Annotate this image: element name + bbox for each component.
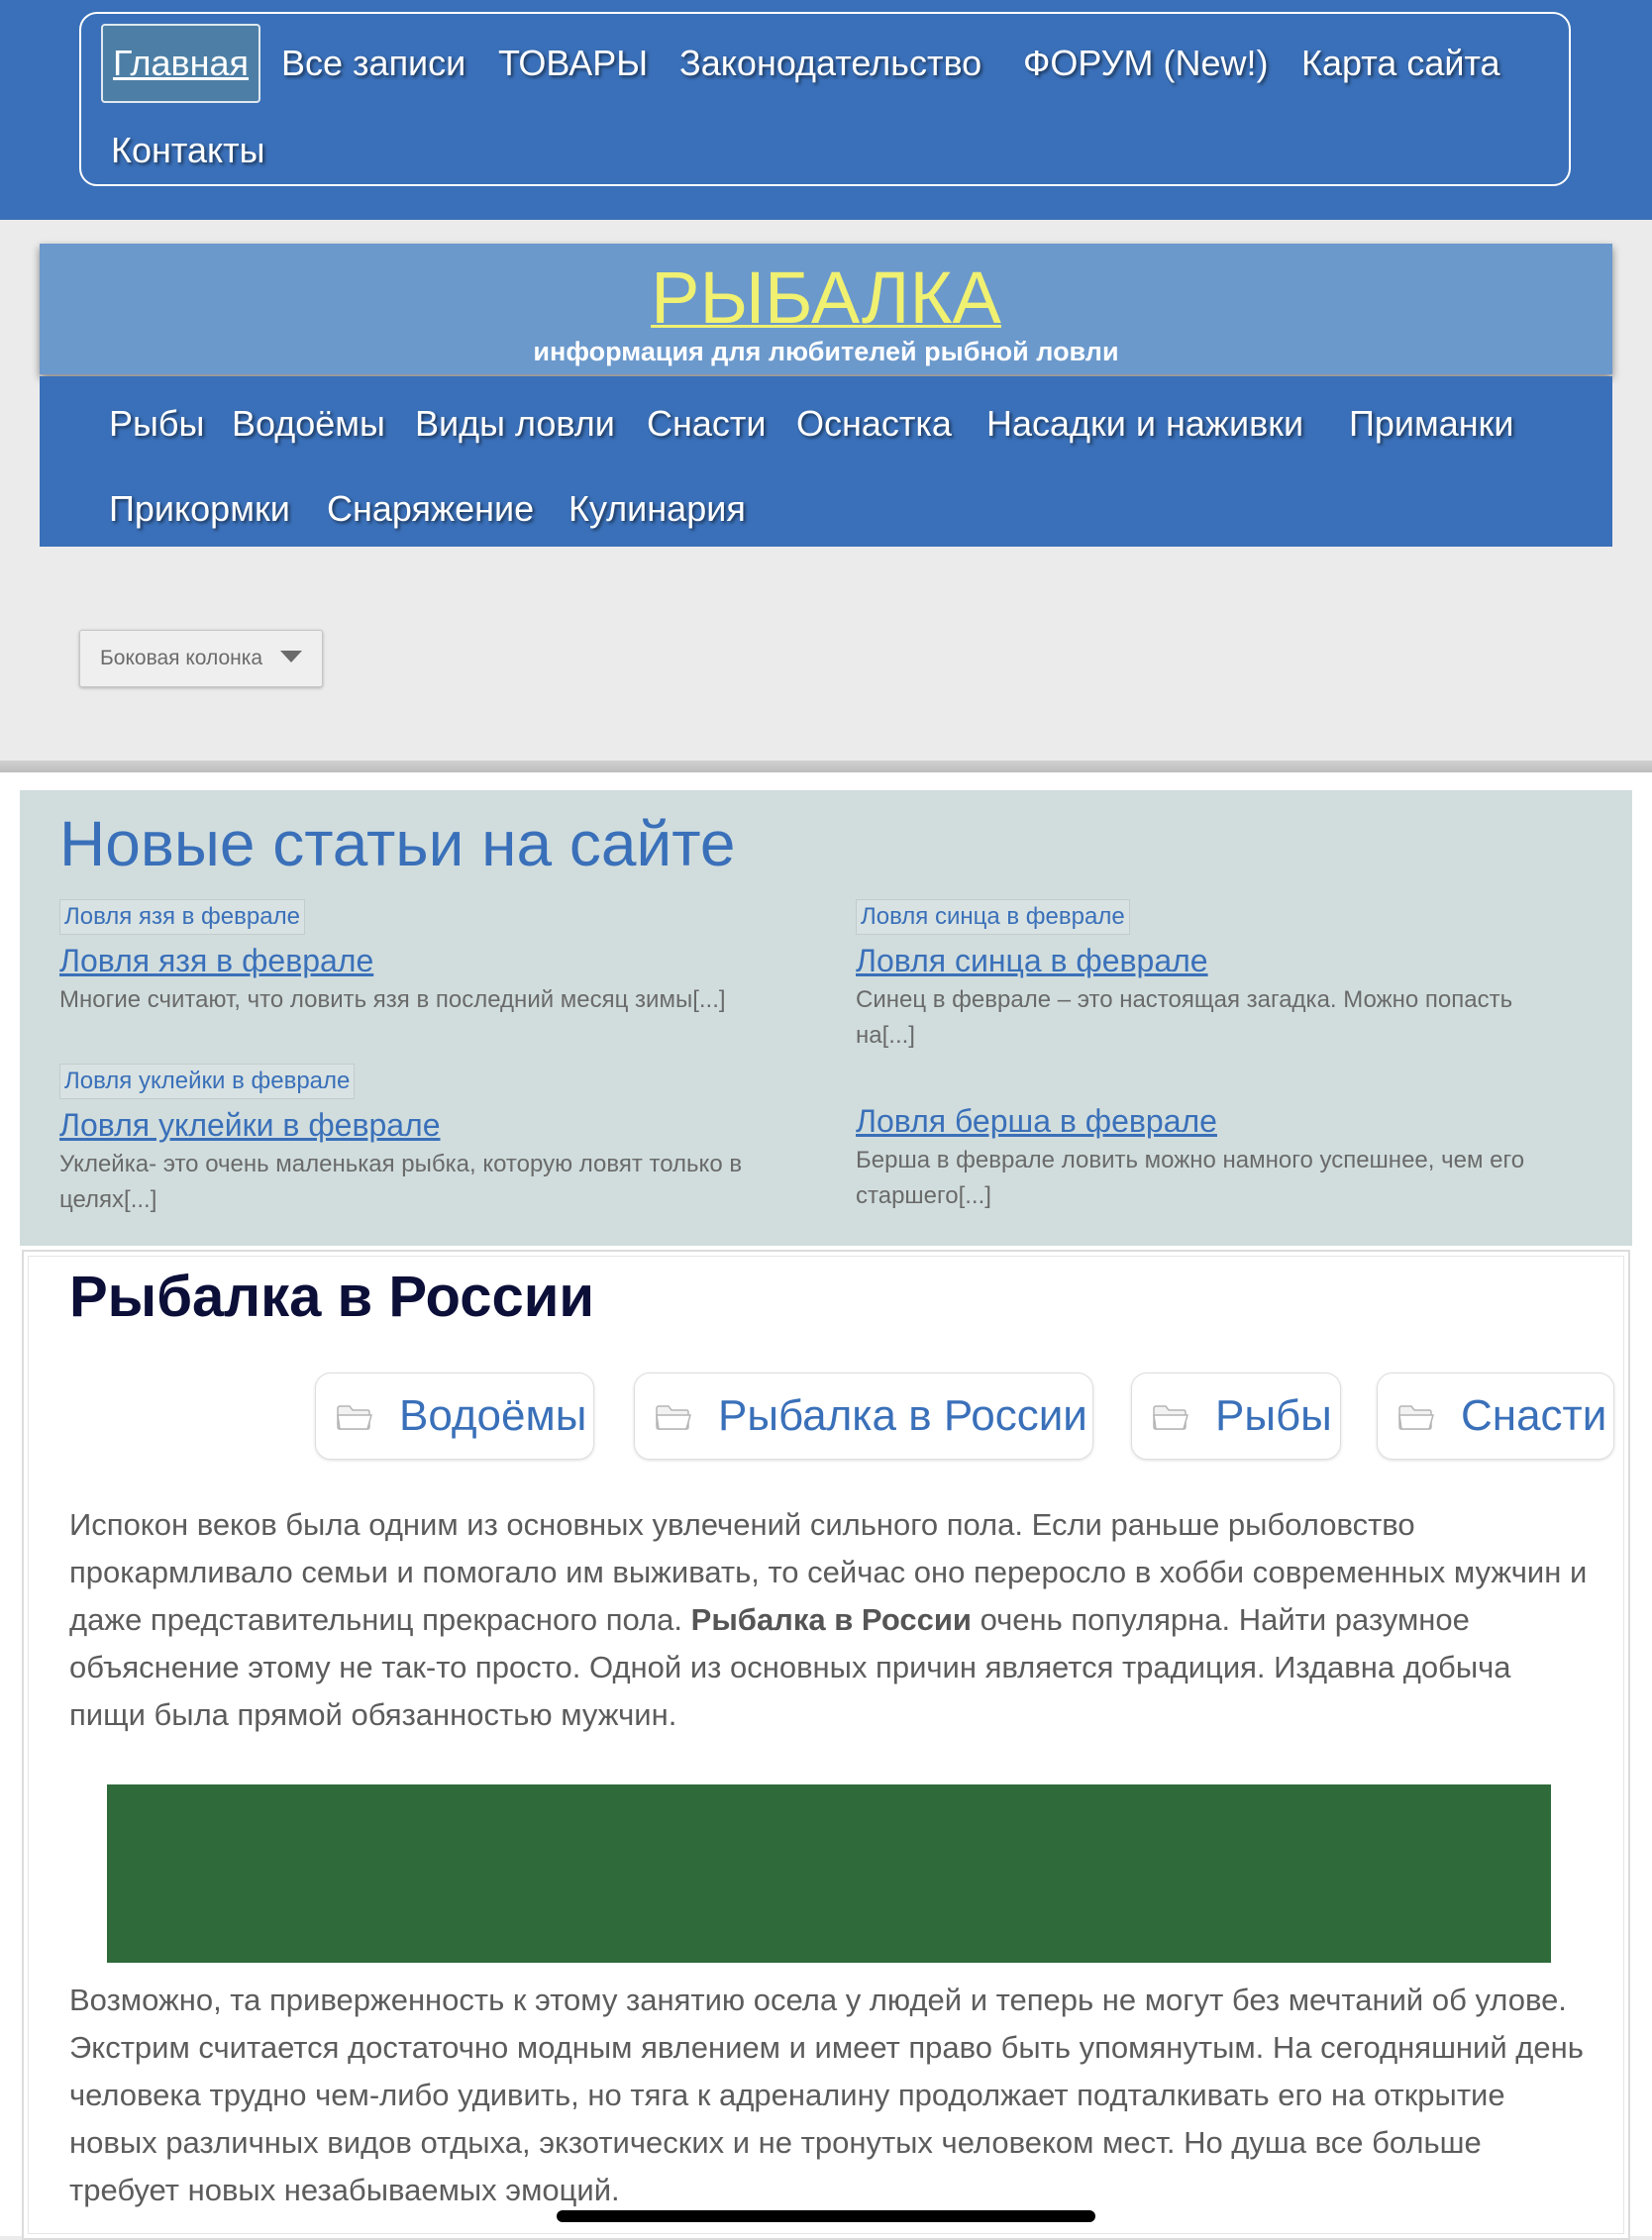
nav-item-all-posts[interactable]: Все записи: [281, 43, 466, 83]
nav-item-legislation[interactable]: Законодательство: [679, 43, 982, 83]
category-button-waters[interactable]: [315, 1373, 594, 1460]
top-navigation: [0, 0, 1652, 220]
article-tag[interactable]: Ловля уклейки в феврале: [59, 1064, 355, 1099]
folder-icon: [1152, 1403, 1189, 1431]
article-paragraph: Возможно, та приверженность к этому занятию осела у людей и теперь не могут без мечтаний об улове. Экстрим считается достаточно модным явлением и имеет право быть упомянутым. На сегодняшний день человека трудно чем-либо удивить, но тяга к адреналину продолжает подталкивать его на открытие новых различных видов отдыха, экзотических и не тронутых человеком мест. Но душа все больше требует новых незабываемых эмоций.: [69, 1983, 1584, 2207]
article-paragraph: [69, 1501, 1595, 1739]
ad-banner[interactable]: [107, 1784, 1551, 1963]
nav-item-forum[interactable]: ФОРУМ (New!): [1023, 43, 1269, 83]
article-excerpt: Синец в феврале – это настоящая загадка. Можно попасть на[...]: [856, 986, 1513, 1049]
article-tag[interactable]: Ловля язя в феврале: [59, 899, 305, 935]
category-button-label: Водоёмы: [399, 1391, 587, 1440]
article: [22, 1250, 1630, 2240]
article-link[interactable]: Ловля синца в феврале: [856, 943, 1208, 978]
article-excerpt: Берша в феврале ловить можно намного успешнее, чем его старшего[...]: [856, 1147, 1525, 1209]
paragraph-text: Испокон веков была одним из основных увлечений сильного пола. Если раньше рыболовство прокармливало семьи и помогало им выживать, то сейчас оно переросло в хобби современных мужчин и даже представительниц прекрасного пола.: [69, 1507, 1588, 1637]
category-button-fishing-russia[interactable]: [634, 1373, 1093, 1460]
cat-item-fish[interactable]: Рыбы: [109, 403, 205, 444]
cat-item-tackle[interactable]: Снасти: [647, 403, 767, 444]
new-articles-panel: [20, 790, 1632, 1246]
category-button-label: Рыбы: [1215, 1391, 1332, 1440]
sidebar-toggle-label: Боковая колонка: [100, 647, 263, 669]
article-excerpt: Уклейка- это очень маленькая рыбка, которую ловят только в целях[...]: [59, 1151, 743, 1213]
caret-down-icon: [280, 651, 302, 662]
category-button-tackle[interactable]: [1377, 1373, 1614, 1460]
nav-item-sitemap[interactable]: Карта сайта: [1301, 43, 1500, 83]
nav-item-goods[interactable]: ТОВАРЫ: [498, 43, 649, 83]
folder-icon: [336, 1403, 373, 1431]
paragraph-text: очень популярна. Найти разумное объяснение этому не так-то просто. Одной из основных причин является традиция. Издавна добыча пищи была прямой обязанностью мужчин.: [69, 1602, 1511, 1732]
cat-item-groundbait[interactable]: Прикормки: [109, 488, 290, 529]
cat-item-cooking[interactable]: Кулинария: [568, 488, 746, 529]
category-button-label: Снасти: [1461, 1391, 1607, 1440]
sidebar-toggle-button[interactable]: [79, 630, 323, 687]
home-indicator[interactable]: [557, 2210, 1095, 2222]
cat-item-lures[interactable]: Приманки: [1349, 403, 1514, 444]
cat-item-gear[interactable]: Снаряжение: [327, 488, 535, 529]
nav-item-contacts[interactable]: Контакты: [111, 130, 265, 170]
category-button-fish[interactable]: [1131, 1373, 1341, 1460]
site-title[interactable]: РЫБАЛКА: [651, 256, 1001, 339]
site-subtitle: информация для любителей рыбной ловли: [533, 337, 1119, 366]
new-articles-heading: Новые статьи на сайте: [59, 808, 736, 879]
article-link[interactable]: Ловля берша в феврале: [856, 1103, 1217, 1139]
site-header: [40, 244, 1612, 374]
cat-item-rigging[interactable]: Оснастка: [796, 403, 952, 444]
cat-item-waters[interactable]: Водоёмы: [232, 403, 385, 444]
article-link[interactable]: Ловля язя в феврале: [59, 943, 374, 978]
article-tag[interactable]: Ловля синца в феврале: [856, 899, 1130, 935]
cat-item-fishing-types[interactable]: Виды ловли: [415, 403, 615, 444]
folder-icon: [655, 1403, 692, 1431]
folder-icon: [1397, 1403, 1435, 1431]
category-navigation: [40, 376, 1612, 547]
article-excerpt: Многие считают, что ловить язя в последний месяц зимы[...]: [59, 986, 726, 1013]
section-divider: [0, 761, 1652, 772]
paragraph-bold-text: Рыбалка в России: [690, 1602, 972, 1637]
cat-item-baits[interactable]: Насадки и наживки: [986, 403, 1304, 444]
article-link[interactable]: Ловля уклейки в феврале: [59, 1107, 441, 1143]
article-title: Рыбалка в России: [69, 1265, 595, 1329]
nav-item-home[interactable]: Главная: [101, 24, 260, 103]
category-button-label: Рыбалка в России: [718, 1391, 1087, 1440]
top-nav-frame: [79, 12, 1571, 186]
